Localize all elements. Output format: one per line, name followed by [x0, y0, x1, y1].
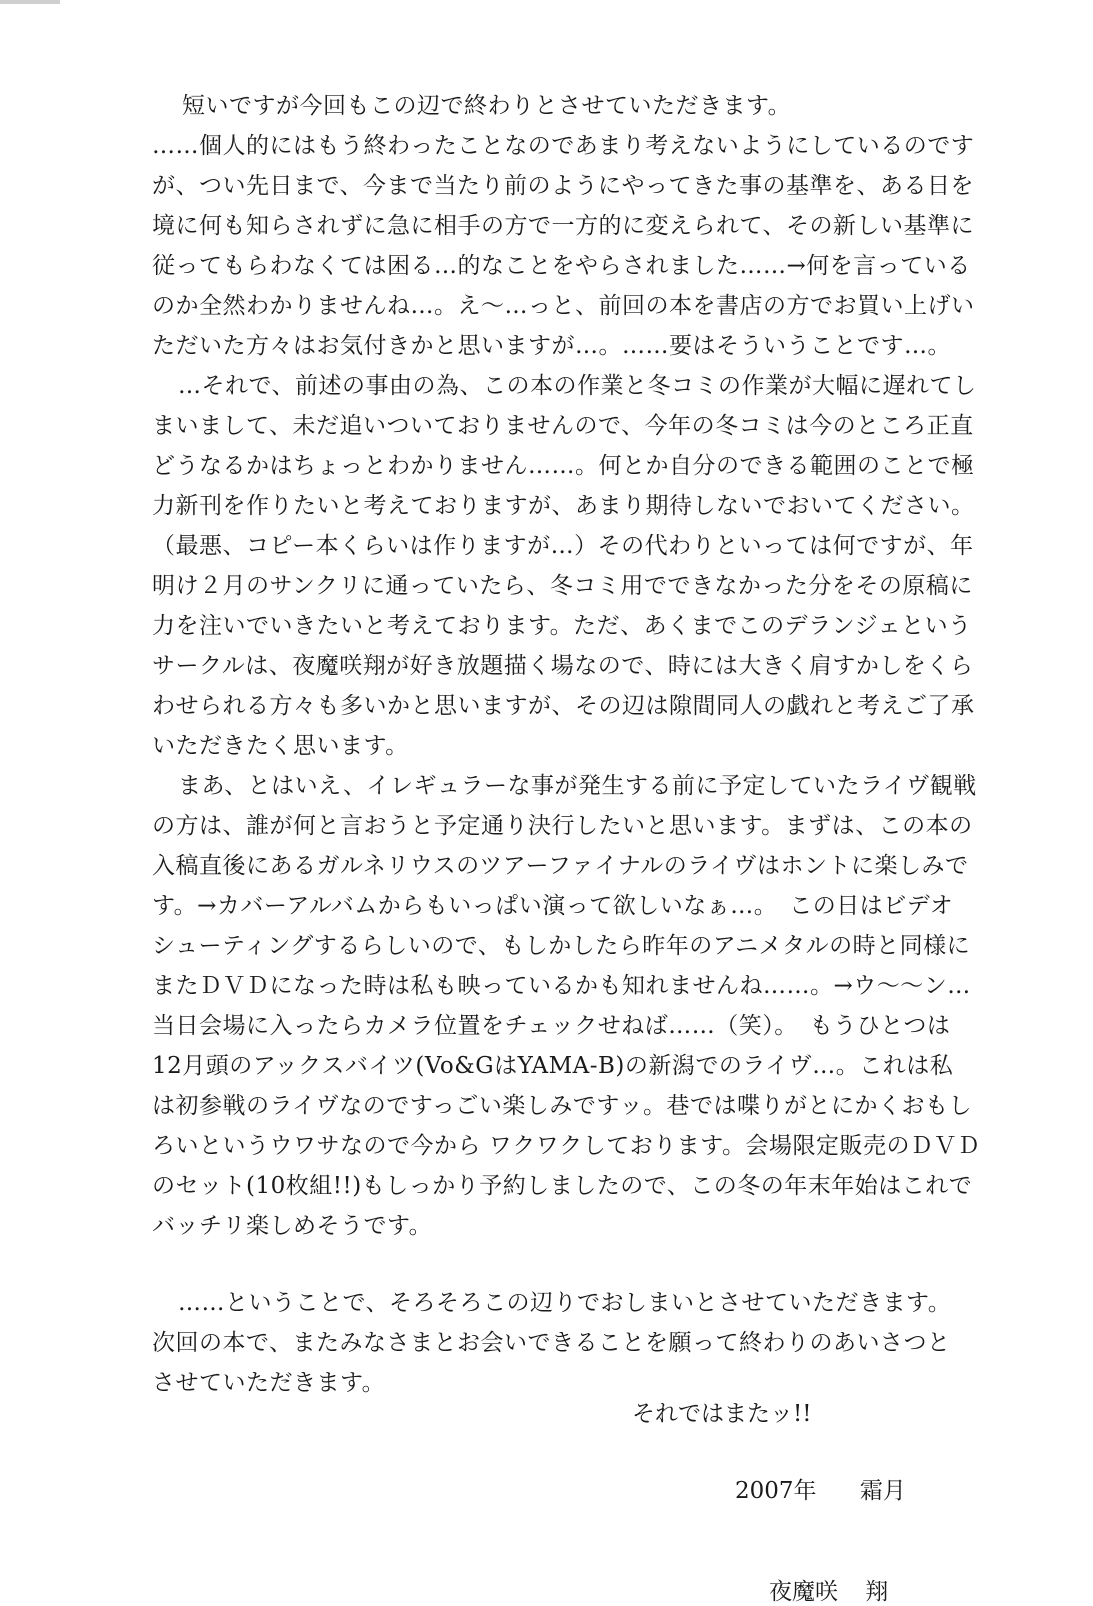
text-line: （最悪、コピー本くらいは作りますが…）その代わりといっては何ですが、年	[152, 533, 974, 559]
farewell-line: それではまたッ!!	[632, 1401, 812, 1427]
afterword-text	[152, 86, 981, 1403]
text-line: す。→カバーアルバムからもいっぱい演って欲しいなぁ…。 この日はビデオ	[152, 893, 954, 919]
text-line: ろいというウワサなので今から ワクワクしております。会場限定販売のＤＶＤ	[152, 1133, 981, 1159]
text-line: …それで、前述の事由の為、この本の作業と冬コミの作業が大幅に遅れてし	[178, 373, 977, 399]
text-line: バッチリ楽しめそうです。	[152, 1213, 433, 1239]
scan-edge-mark	[0, 0, 60, 4]
text-line: は初参戦のライヴなのですっごい楽しみですッ。巷では喋りがとにかくおもし	[152, 1093, 972, 1119]
text-line: のセット(10枚組!!)もしっかり予約しましたので、この冬の年末年始はこれで	[152, 1173, 973, 1199]
text-line: のか全然わかりませんね…。え〜…っと、前回の本を書店の方でお買い上げい	[152, 293, 975, 319]
text-line: が、つい先日まで、今まで当たり前のようにやってきた事の基準を、ある日を	[152, 173, 975, 199]
text-line: ただいた方々はお気付きかと思いますが…。……要はそういうことです…。	[152, 333, 951, 359]
text-line: 次回の本で、またみなさまとお会いできることを願って終わりのあいさつと	[152, 1330, 951, 1356]
text-line: させていただきます。	[152, 1370, 386, 1396]
text-line: 入稿直後にあるガルネリウスのツアーファイナルのライヴはホントに楽しみで	[152, 853, 969, 879]
text-line: 明け２月のサンクリに通っていたら、冬コミ用でできなかった分をその原稿に	[152, 573, 973, 599]
text-line: 従ってもらわなくては困る…的なことをやらされました……→何を言っている	[152, 253, 971, 279]
text-line: 短いですが今回もこの辺で終わりとさせていただきます。	[182, 93, 792, 119]
text-line: サークルは、夜魔咲翔が好き放題描く場なので、時には大きく肩すかしをくら	[152, 653, 974, 679]
text-line: シューティングするらしいので、もしかしたら昨年のアニメタルの時と同様に	[152, 933, 971, 959]
text-line: 当日会場に入ったらカメラ位置をチェックせねば……（笑）。 もうひとつは	[152, 1013, 951, 1039]
text-line: またＤＶＤになった時は私も映っているかも知れませんね……。→ウ〜〜ン…	[152, 973, 971, 999]
text-line: いただきたく思います。	[152, 733, 409, 759]
date-line: 2007年 霜月	[735, 1478, 906, 1504]
text-line: ……個人的にはもう終わったことなのであまり考えないようにしているのです	[152, 133, 975, 159]
text-line: 力を注いでいきたいと考えております。ただ、あくまでこのデランジェという	[152, 613, 972, 639]
text-line: まいまして、未だ追いついておりませんので、今年の冬コミは今のところ正直	[152, 413, 974, 439]
text-line: ……ということで、そろそろこの辺りでおしまいとさせていただきます。	[178, 1290, 952, 1316]
text-line: まあ、とはいえ、イレギュラーな事が発生する前に予定していたライヴ観戦	[178, 773, 977, 799]
paragraph-gap	[152, 1246, 952, 1283]
author-signature: 夜魔咲 翔	[769, 1579, 889, 1605]
text-line: の方は、誰が何と言おうと予定通り決行したいと思います。まずは、この本の	[152, 813, 973, 839]
text-line: わせられる方々も多いかと思いますが、その辺は隙間同人の戯れと考えご了承	[152, 693, 975, 719]
text-line: 12月頭のアックスバイツ(Vo&GはYAMA-B)の新潟でのライヴ…。これは私	[152, 1053, 954, 1079]
text-line: 境に何も知らされずに急に相手の方で一方的に変えられて、その新しい基準に	[152, 213, 975, 239]
text-line: 力新刊を作りたいと考えておりますが、あまり期待しないでおいてください。	[152, 493, 975, 519]
text-line: どうなるかはちょっとわかりません……。何とか自分のできる範囲のことで極	[152, 453, 975, 479]
